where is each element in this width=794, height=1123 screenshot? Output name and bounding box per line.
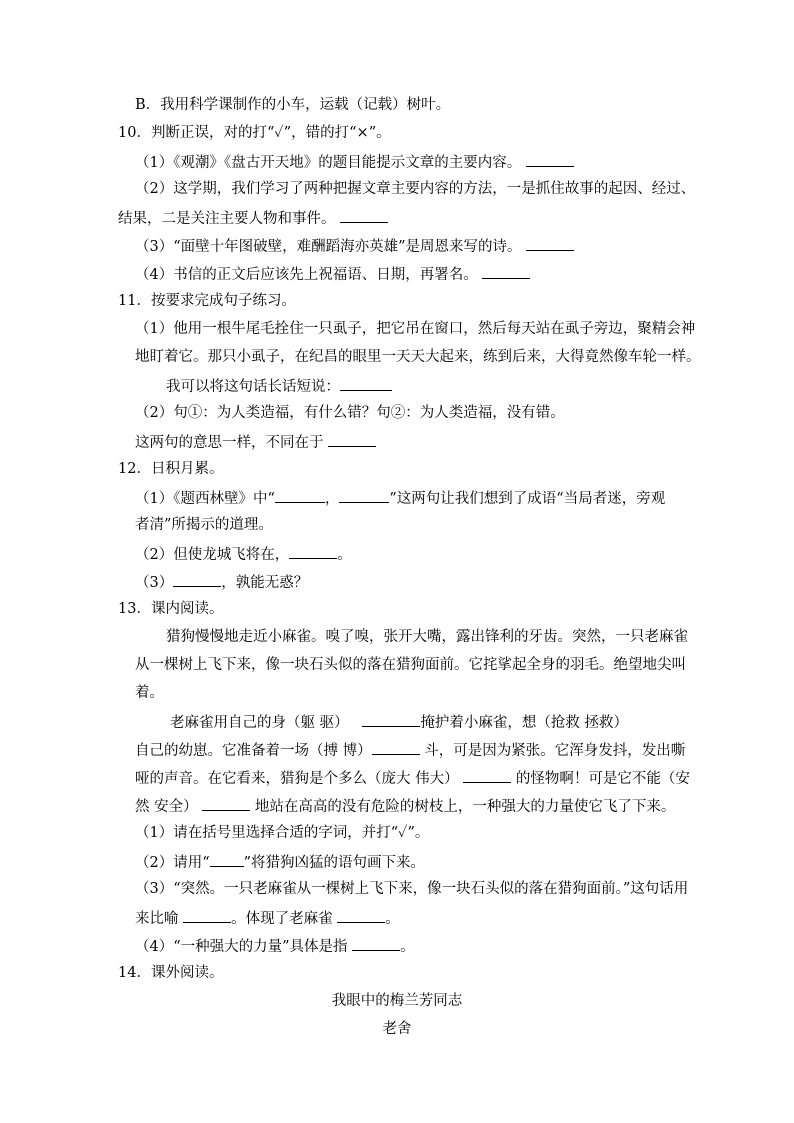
- question-12: 12．日积月累。: [118, 461, 224, 477]
- question-12-3: （3） ，孰能无惑？: [135, 571, 308, 593]
- question-13-2: （2）请用“ ”将猎狗凶猛的语句画下来。: [135, 851, 425, 873]
- answer-blank[interactable]: [202, 795, 250, 811]
- passage-line: 老麻雀用自己的身（躯 驱） 掩护着小麻雀，想（抢救 拯救）: [170, 711, 628, 733]
- question-13-3: （3）“突然。一只老麻雀从一棵树上飞下来，像一块石头似的落在猎狗面前。”这句话用: [135, 881, 689, 897]
- answer-blank[interactable]: [352, 935, 400, 951]
- question-14: 14．课外阅读。: [118, 965, 224, 981]
- answer-blank[interactable]: [482, 263, 530, 279]
- question-10-2-cont: 结果，二是关注主要人物和事件。: [118, 207, 388, 229]
- question-10-1: （1）《观潮》《盘古开天地》的题目能提示文章的主要内容。: [135, 151, 574, 173]
- text-line: B．我用科学课制作的小车，运载（记载）树叶。: [135, 97, 451, 113]
- question-11-1-prompt: 我可以将这句话长话短说：: [166, 375, 392, 397]
- answer-blank[interactable]: [362, 711, 420, 727]
- question-11-2-prompt: 这两句的意思一样，不同在于: [135, 431, 376, 453]
- question-10-2: （2）这学期，我们学习了两种把握文章主要内容的方法，一是抓住故事的起因、经过、: [135, 181, 696, 197]
- question-11-2: （2）句①：为人类造福，有什么错？句②：为人类造福，没有错。: [135, 405, 565, 421]
- answer-blank[interactable]: [328, 431, 376, 447]
- question-13-3-cont: 来比喻 。体现了老麻雀 。: [135, 907, 400, 929]
- answer-blank[interactable]: [463, 767, 511, 783]
- question-11-1-cont: 地盯着它。那只小虱子，在纪昌的眼里一天天大起来，练到后来，大得竟然像车轮一样。: [135, 349, 701, 365]
- article-author: 老舍: [382, 1021, 412, 1037]
- answer-blank[interactable]: [289, 543, 337, 559]
- answer-blank[interactable]: [339, 487, 389, 503]
- answer-blank[interactable]: [337, 907, 385, 923]
- article-title: 我眼中的梅兰芳同志: [331, 993, 463, 1009]
- answer-blank[interactable]: [340, 207, 388, 223]
- answer-blank[interactable]: [340, 375, 392, 391]
- question-10: 10．判断正误，对的打“✓”，错的打“×”。: [118, 125, 391, 141]
- passage-line: 猎狗慢慢地走近小麻雀。嗅了嗅，张开大嘴，露出锋利的牙齿。突然，一只老麻雀: [166, 629, 688, 645]
- answer-blank[interactable]: [183, 907, 231, 923]
- question-11: 11．按要求完成句子练习。: [118, 293, 296, 309]
- question-11-1: （1）他用一根牛尾毛拴住一只虱子，把它吊在窗口，然后每天站在虱子旁边，聚精会神: [135, 321, 696, 337]
- answer-blank[interactable]: [210, 851, 244, 867]
- question-10-4: （4）书信的正文后应该先上祝福语、日期，再署名。: [135, 263, 530, 285]
- answer-blank[interactable]: [526, 151, 574, 167]
- answer-blank[interactable]: [173, 571, 221, 587]
- answer-blank[interactable]: [275, 487, 325, 503]
- answer-blank[interactable]: [526, 235, 574, 251]
- question-13-4: （4）“一种强大的力量”具体是指 。: [135, 935, 415, 957]
- question-12-1: （1）《题西林壁》中“ ， ”这两句让我们想到了成语“当局者迷，旁观: [135, 487, 665, 509]
- question-13: 13．课内阅读。: [118, 601, 224, 617]
- question-10-3: （3）“面壁十年图破壁，难酬蹈海亦英雄”是周恩来写的诗。: [135, 235, 574, 257]
- question-13-1: （1）请在括号里选择合适的字词，并打“✓”。: [135, 825, 430, 841]
- passage-line: 自己的幼崽。它准备着一场（搏 博） 斗，可是因为紧张。它浑身发抖，发出嘶: [135, 739, 685, 761]
- question-12-1-cont: 者清”所揭示的道理。: [135, 517, 273, 533]
- answer-blank[interactable]: [372, 739, 420, 755]
- passage-line: 然 安全） 地站在高高的没有危险的树枝上，一种强大的力量使它飞了下来。: [135, 795, 675, 817]
- question-12-2: （2）但使龙城飞将在， 。: [135, 543, 352, 565]
- passage-line: 哑的声音。在它看来，猎狗是个多么（庞大 伟大） 的怪物啊！可是它不能（安: [135, 767, 690, 789]
- passage-line: 着。: [135, 685, 164, 701]
- passage-line: 从一棵树上飞下来，像一块石头似的落在猎狗面前。它挓挲起全身的羽毛。绝望地尖叫: [135, 657, 686, 673]
